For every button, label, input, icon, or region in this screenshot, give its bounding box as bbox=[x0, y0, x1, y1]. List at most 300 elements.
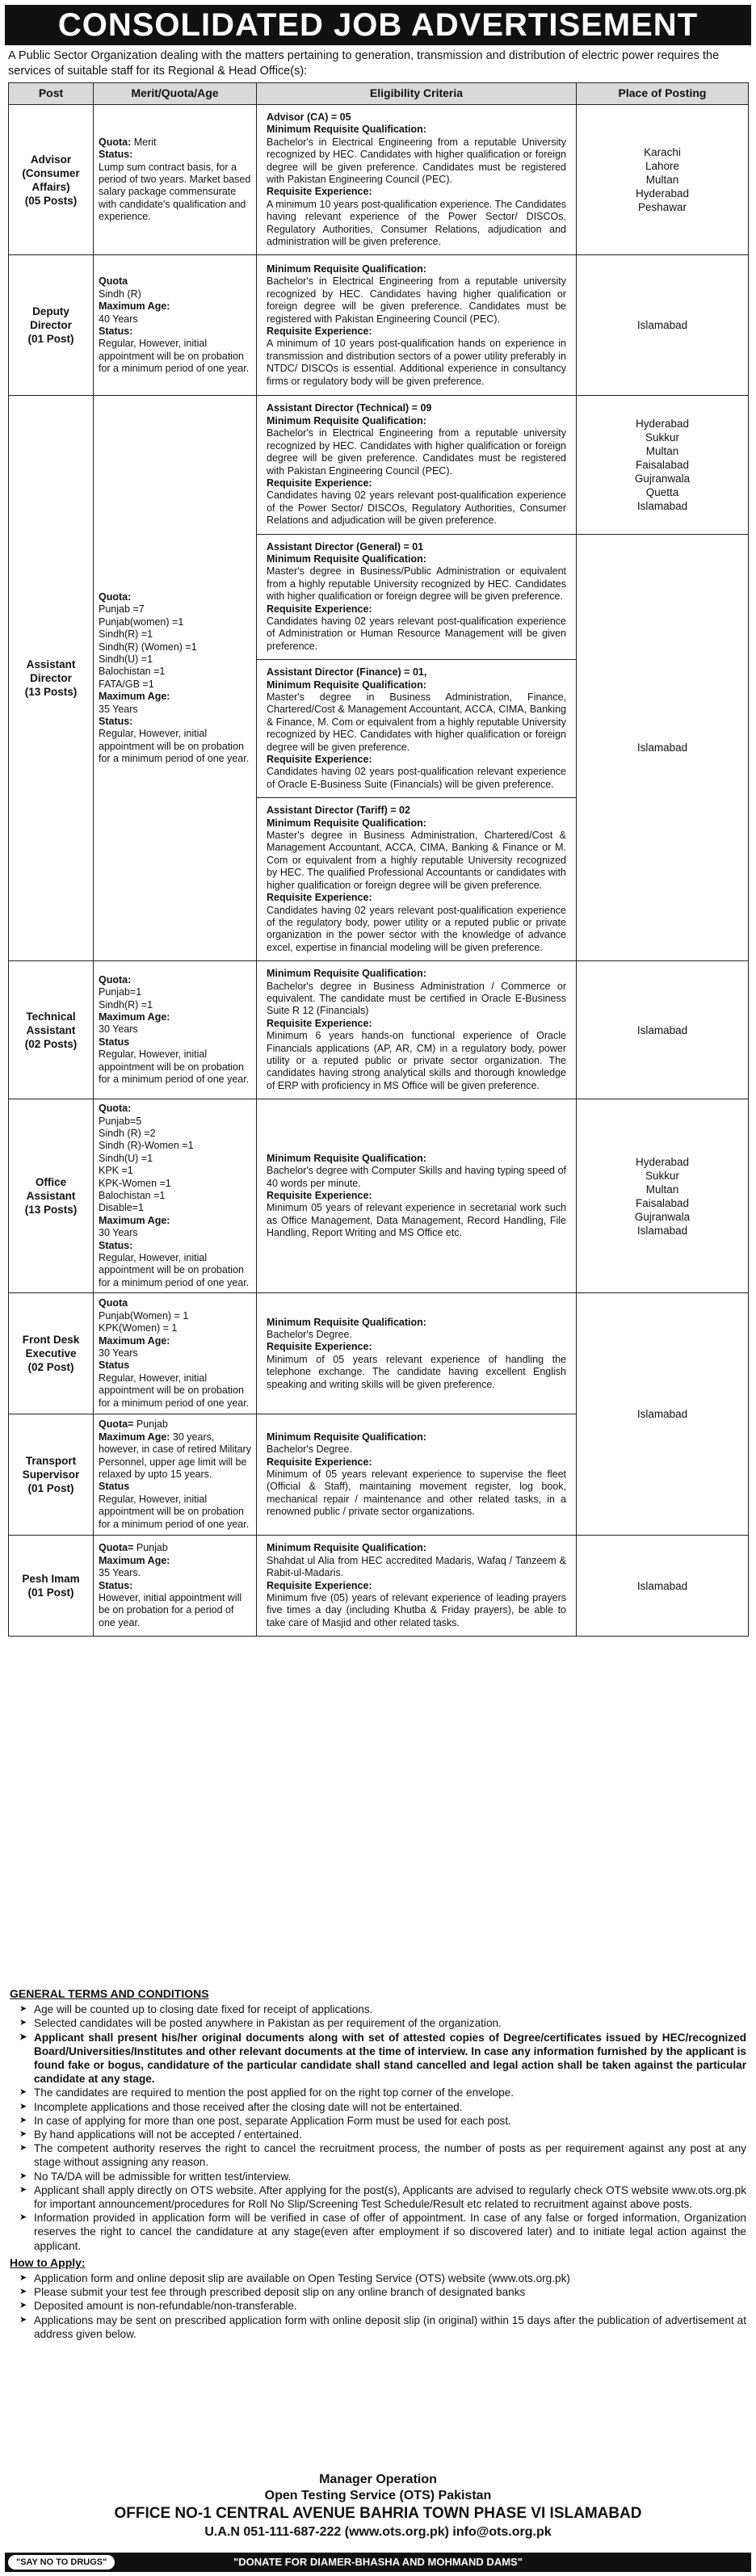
line-text: (13 Posts) bbox=[24, 686, 78, 699]
line-text: Sukkur bbox=[645, 1169, 680, 1182]
place-cell bbox=[577, 105, 749, 255]
bold-label: Assistant Director (Tariff) = 02 bbox=[267, 805, 410, 817]
bold-label: Quota bbox=[99, 1297, 128, 1309]
text-line bbox=[99, 653, 251, 666]
text-line bbox=[267, 1190, 566, 1202]
text-line bbox=[99, 1128, 251, 1140]
text-line bbox=[99, 1310, 251, 1322]
eligibility-block bbox=[262, 1539, 571, 1633]
plain-text: A minimum of 10 years post-qualification hands on experience in transmission and distribution sectors of a power utility preferably in NTDC/ DISCOs is essential. Additional experience in consultancy firms or regulatory body will be given preference. bbox=[267, 338, 566, 387]
text-line bbox=[99, 1178, 251, 1190]
merit-cell bbox=[94, 961, 257, 1099]
plain-text: Sindh (R) =2 bbox=[99, 1128, 156, 1139]
eligibility-cell bbox=[257, 961, 577, 1099]
intro-paragraph: A Public Sector Organization dealing with the matters pertaining to generation, transmission and distribution of electric power requires the services of suitable staff for its Regional & Head Office(s): bbox=[8, 49, 720, 78]
text-line bbox=[99, 1227, 251, 1239]
text-line bbox=[267, 616, 566, 653]
line-text: Hyderabad bbox=[635, 187, 690, 200]
list-item: ➤ In case of applying for more than one post, separate Application Form must be used for each post. bbox=[24, 2114, 746, 2128]
text-line bbox=[99, 149, 251, 161]
col-place-header: Place of Posting bbox=[577, 83, 749, 105]
bold-label: Status: bbox=[99, 149, 133, 161]
table-row bbox=[9, 396, 749, 534]
bold-label: Maximum Age: bbox=[99, 1011, 170, 1023]
plain-text: Lump sum contract basis, for a period of two years. Market based salary package commensurate with candidate's qualification and experience. bbox=[99, 161, 251, 223]
text-line bbox=[99, 1359, 251, 1372]
bold-label: Assistant Director (Technical) = 09 bbox=[267, 402, 432, 414]
text-line bbox=[99, 1322, 251, 1334]
line-text: Islamabad bbox=[636, 741, 688, 754]
ad-banner-title: CONSOLIDATED JOB ADVERTISEMENT bbox=[5, 5, 751, 45]
text-line bbox=[267, 754, 566, 766]
bold-label: Maximum Age: bbox=[99, 1431, 170, 1443]
text-line bbox=[99, 162, 251, 224]
plain-text: Bachelor's degree in Business Administration / Commerce or equivalent. The candidate must be certified in Oracle E-Business Suite R 12 (Financials) bbox=[267, 980, 566, 1017]
merit-cell bbox=[94, 396, 257, 961]
terms-list bbox=[10, 2002, 746, 2253]
text-line bbox=[99, 603, 251, 616]
line-text: (01 Post) bbox=[27, 1586, 74, 1599]
plain-text: Sindh(R) =1 bbox=[99, 998, 153, 1011]
bold-label: Minimum Requisite Qualification: bbox=[267, 1152, 426, 1164]
footer-contact: U.A.N 051-111-687-222 (www.ots.org.pk) info@ots.org.pk bbox=[204, 2525, 552, 2539]
text-line bbox=[99, 591, 251, 603]
text-line bbox=[99, 1335, 251, 1347]
post-cell bbox=[9, 1536, 94, 1637]
merit-cell bbox=[94, 255, 257, 396]
post-cell bbox=[9, 255, 94, 396]
post-cell bbox=[9, 961, 94, 1099]
text-line bbox=[99, 1542, 251, 1554]
bold-label: Minimum Requisite Qualification: bbox=[267, 124, 426, 136]
plain-text: Sindh(U) =1 bbox=[99, 1152, 153, 1164]
text-line bbox=[267, 1555, 566, 1580]
plain-text: Bachelor's Degree. bbox=[267, 1328, 352, 1340]
line-text: Front Desk bbox=[22, 1334, 80, 1347]
text-line bbox=[99, 1431, 251, 1481]
text-line bbox=[99, 275, 251, 288]
table-row bbox=[9, 1099, 749, 1293]
plain-text: KPK(Women) = 1 bbox=[99, 1322, 178, 1334]
place-cell bbox=[577, 1293, 749, 1536]
text-line bbox=[99, 1153, 251, 1165]
terms-heading: GENERAL TERMS AND CONDITIONS bbox=[10, 1987, 209, 2000]
list-item: ➤ Please submit your test fee through prescribed deposit slip on any online branch of designated banks bbox=[24, 2285, 746, 2299]
col-eligibility-header: Eligibility Criteria bbox=[257, 83, 577, 105]
bold-label: Maximum Age: bbox=[99, 1214, 170, 1226]
table-row bbox=[9, 961, 749, 1099]
list-item: ➤ By hand applications will not be accepted / entertained. bbox=[24, 2128, 746, 2141]
line-text: (13 Posts) bbox=[24, 1204, 78, 1217]
plain-text: Sindh(R) =1 bbox=[99, 628, 153, 641]
line-text: Islamabad bbox=[636, 500, 688, 512]
plain-text: Minimum five (05) years of relevant experience of leading prayers five times a day (including Khutba & Friday prayers), be able to take care of Masjid and other related tasks. bbox=[267, 1591, 566, 1628]
text-line bbox=[267, 124, 566, 136]
col-post-header: Post bbox=[9, 83, 94, 105]
text-line bbox=[267, 427, 566, 477]
bold-label: Maximum Age: bbox=[99, 1554, 170, 1566]
text-line bbox=[267, 275, 566, 326]
plain-text: KPK =1 bbox=[99, 1165, 133, 1177]
bold-label: Minimum Requisite Qualification: bbox=[267, 817, 426, 829]
line-text: Technical bbox=[26, 1010, 76, 1023]
text-line bbox=[99, 679, 251, 691]
line-text: Islamabad bbox=[636, 1224, 688, 1237]
plain-text: FATA/GB =1 bbox=[99, 678, 154, 690]
place-cell bbox=[577, 1536, 749, 1637]
eligibility-block bbox=[262, 1149, 571, 1243]
bold-label: Minimum Requisite Qualification: bbox=[267, 414, 426, 427]
plain-text: Regular, However, initial appointment will be on probation for a minimum period of one year. bbox=[99, 1372, 250, 1409]
text-line bbox=[267, 981, 566, 1018]
line-text: Assistant bbox=[26, 658, 76, 671]
text-line bbox=[99, 728, 251, 765]
line-text: Hyderabad bbox=[635, 1155, 690, 1168]
text-line bbox=[267, 603, 566, 616]
text-line bbox=[99, 338, 251, 375]
text-line bbox=[267, 1153, 566, 1165]
plain-text: Candidates having 02 years relevant post-qualification experience of Administration or Human Resource Management will be given preference. bbox=[267, 615, 566, 652]
place-cell bbox=[577, 255, 749, 396]
line-text: Lahore bbox=[645, 160, 680, 173]
bold-label: Assistant Director (General) = 01 bbox=[267, 540, 424, 553]
place-cell bbox=[577, 534, 749, 961]
eligibility-block bbox=[262, 663, 571, 794]
eligibility-block bbox=[262, 964, 571, 1095]
line-text: Advisor bbox=[30, 153, 72, 166]
apply-heading: How to Apply: bbox=[10, 2255, 86, 2269]
text-line bbox=[99, 1347, 251, 1359]
line-text: (02 Posts) bbox=[24, 1037, 78, 1050]
bold-label: Quota: bbox=[99, 973, 132, 985]
text-line bbox=[267, 1202, 566, 1239]
bold-label: Status bbox=[99, 1036, 130, 1048]
plain-text: Punjab bbox=[133, 1418, 168, 1431]
eligibility-block bbox=[262, 801, 571, 957]
table-row bbox=[9, 1536, 749, 1637]
line-text: Multan bbox=[645, 174, 679, 187]
text-line bbox=[99, 628, 251, 641]
contact-footer bbox=[0, 2472, 756, 2541]
plain-text: Master's degree in Business Administration, Chartered/Cost & Management Accountant, ACCA, CIMA, Banking & Finance or M. Com or equivalent from a highly reputable University recognized by HEC. The qualified Professional Accountants or candidates with higher qualification or foreign degree will be given preference. bbox=[267, 830, 566, 891]
line-text: Islamabad bbox=[636, 319, 688, 332]
table-row bbox=[9, 105, 749, 255]
line-text: Hyderabad bbox=[635, 418, 690, 430]
plain-text: Merit bbox=[131, 136, 157, 148]
eligibility-cell bbox=[257, 1414, 577, 1536]
text-line bbox=[267, 1592, 566, 1629]
footer-manager: Manager Operation bbox=[319, 2473, 437, 2486]
eligibility-cell bbox=[257, 1099, 577, 1293]
text-line bbox=[267, 666, 566, 679]
plain-text: Bachelor's in Electrical Engineering from a reputable University recognized by HEC. Candidates with higher qualification or foreign degree will be given preference. Candidates must be registered with Pakistan Engineering Council (PEC). bbox=[267, 136, 566, 186]
plain-text: A minimum 10 years post-qualification experience. The Candidates having relevant experience of the Power Sector/ DISCOs, Regulatory Authorities, Consumer Relations, adjudication and administration will be given preference. bbox=[267, 198, 566, 248]
plain-text: Punjab=1 bbox=[99, 986, 142, 998]
text-line bbox=[99, 974, 251, 986]
text-line bbox=[267, 553, 566, 565]
eligibility-block bbox=[262, 1313, 571, 1394]
plain-text: 35 Years. bbox=[99, 1567, 141, 1579]
text-line bbox=[267, 1456, 566, 1469]
bold-label: Status: bbox=[99, 1579, 133, 1591]
eligibility-cell bbox=[257, 534, 577, 660]
text-line bbox=[99, 704, 251, 716]
terms-section bbox=[10, 1987, 746, 2344]
bold-label: Maximum Age: bbox=[99, 1334, 170, 1347]
bold-label: Requisite Experience: bbox=[267, 1341, 372, 1353]
text-line bbox=[99, 616, 251, 628]
text-line bbox=[99, 326, 251, 338]
text-line bbox=[99, 986, 251, 998]
line-text: Gujranwala bbox=[634, 1210, 691, 1223]
text-line bbox=[99, 691, 251, 703]
eligibility-cell bbox=[257, 396, 577, 534]
line-text: Pesh Imam bbox=[22, 1573, 80, 1586]
bold-label: Quota= bbox=[99, 1542, 134, 1554]
plain-text: Sindh(U) =1 bbox=[99, 653, 153, 665]
plain-text: 30 Years bbox=[99, 1227, 138, 1239]
text-line bbox=[267, 679, 566, 691]
text-line bbox=[267, 691, 566, 754]
bold-label: Quota bbox=[99, 275, 128, 288]
plain-text: Bachelor's in Electrical Engineering from a reputable university recognized by HEC. Candidates with higher qualification or foreign degree will be given preference. Candidates must be registered with Pakistan Engineering Council (PEC). bbox=[267, 427, 566, 477]
col-merit-header: Merit/Quota/Age bbox=[94, 83, 257, 105]
text-line bbox=[267, 817, 566, 830]
post-cell bbox=[9, 105, 94, 255]
bold-label: Advisor (CA) = 05 bbox=[267, 111, 351, 123]
plain-text: Candidates having 02 years post-qualification relevant experience of Oracle E-Business Suite (Financials) will be given preference. bbox=[267, 766, 566, 790]
plain-text: Candidates having 02 years relevant post-qualification experience of the Power Sector/ DISCOs, Regulatory Authorities, Consumer Relations and adjudication will be given preference. bbox=[267, 490, 566, 527]
line-text: (05 Posts) bbox=[24, 194, 78, 207]
text-line bbox=[99, 1103, 251, 1115]
text-line bbox=[267, 186, 566, 198]
text-line bbox=[267, 968, 566, 980]
line-text: Office Assistant bbox=[26, 1176, 76, 1203]
donate-slogan: "DONATE FOR DIAMER-BHASHA AND MOHMAND DAMS" bbox=[233, 2556, 523, 2568]
bold-label: Status: bbox=[99, 716, 133, 728]
text-line bbox=[99, 137, 251, 149]
line-text: Islamabad bbox=[636, 1579, 688, 1592]
text-line bbox=[99, 1140, 251, 1152]
bold-label: Quota: bbox=[99, 1103, 132, 1115]
eligibility-block bbox=[262, 1428, 571, 1522]
place-cell bbox=[577, 396, 749, 534]
plain-text: Candidates having 02 years relevant post-qualification experience of the regulatory body, power utility or a reputed public or private organization in the power sector with the knowledge of advance excel, expertise in financial modeling will be given preference. bbox=[267, 904, 566, 953]
text-line bbox=[99, 1252, 251, 1289]
bold-label: Requisite Experience: bbox=[267, 325, 372, 337]
text-line bbox=[267, 830, 566, 892]
plain-text: Regular, However, initial appointment will be on probation for a minimum period of one year. bbox=[99, 728, 250, 765]
footer-org: Open Testing Service (OTS) Pakistan bbox=[264, 2489, 492, 2502]
eligibility-cell bbox=[257, 105, 577, 255]
line-text: (Consumer bbox=[22, 166, 80, 179]
plain-text: Regular, However, initial appointment will be on probation for a minimum period of one year. bbox=[99, 1048, 250, 1086]
line-text: Quetta bbox=[645, 486, 679, 498]
plain-text: Minimum 6 years hands-on functional experience of Oracle Financials applications (AP, AR, CM) in a regulatory body, power utility or a reputed public or private sector organization. The candidates having strong analytical skills and thorough knowledge of ERP with proficiency in MS Office will be given preference. bbox=[267, 1030, 566, 1091]
post-cell bbox=[9, 396, 94, 961]
text-line bbox=[267, 1580, 566, 1592]
line-text: Supervisor bbox=[22, 1469, 80, 1481]
text-line bbox=[99, 1048, 251, 1086]
text-line bbox=[99, 716, 251, 728]
text-line bbox=[267, 1329, 566, 1341]
line-text: Islamabad bbox=[636, 1408, 688, 1421]
text-line bbox=[267, 1354, 566, 1391]
plain-text: Disable=1 bbox=[99, 1202, 144, 1214]
bold-label: Quota: bbox=[99, 136, 132, 148]
merit-cell bbox=[94, 1293, 257, 1414]
text-line bbox=[99, 1494, 251, 1531]
line-text: Faisalabad bbox=[635, 459, 690, 471]
plain-text: 35 Years bbox=[99, 703, 138, 715]
plain-text: However, initial appointment will be on probation for a period of one year. bbox=[99, 1591, 242, 1628]
bold-label: Requisite Experience: bbox=[267, 1190, 372, 1202]
plain-text: Bachelor's in Electrical Engineering from a reputable university recognized by HEC. Candidates having higher qualification or foreign degree will be given preference. Candidates must be registered with Pakistan Engineering Council (PEC). bbox=[267, 275, 566, 325]
bold-label: Status bbox=[99, 1481, 130, 1493]
text-line bbox=[99, 1240, 251, 1252]
text-line bbox=[267, 1443, 566, 1456]
text-line bbox=[267, 805, 566, 817]
plain-text: 40 Years bbox=[99, 313, 138, 325]
table-header-row bbox=[9, 83, 749, 105]
plain-text: 30 Years bbox=[99, 1347, 138, 1359]
text-line bbox=[267, 1018, 566, 1030]
line-text: Karachi bbox=[644, 146, 681, 159]
eligibility-cell bbox=[257, 255, 577, 396]
bold-label: Requisite Experience: bbox=[267, 1017, 372, 1029]
text-line bbox=[267, 892, 566, 904]
list-item: ➤ Applicant shall present his/her original documents along with set of attested copies of Degree/certificates issued by HEC/recognized Board/Universities/Institutes and other relevant documents at the time of interview. In case any information furnished by the applicant is found fake or bogus, candidature of the particular candidate shall stand cancelled and legal action shall be taken against the particular candidate at any stage. bbox=[24, 2031, 746, 2086]
text-line bbox=[99, 300, 251, 313]
list-item: ➤ Selected candidates will be posted anywhere in Pakistan as per requirement of the organization. bbox=[24, 2016, 746, 2030]
eligibility-block bbox=[262, 108, 571, 251]
bold-label: Maximum Age: bbox=[99, 691, 170, 703]
bold-label: Minimum Requisite Qualification: bbox=[267, 553, 426, 565]
eligibility-cell bbox=[257, 798, 577, 961]
plain-text: Sindh (R)-Women =1 bbox=[99, 1140, 194, 1152]
text-line bbox=[267, 1317, 566, 1329]
bottom-strip bbox=[5, 2553, 751, 2572]
bold-label: Requisite Experience: bbox=[267, 477, 372, 489]
plain-text: Punjab=5 bbox=[99, 1115, 142, 1127]
eligibility-block bbox=[262, 538, 571, 657]
text-line bbox=[99, 1372, 251, 1410]
text-line bbox=[99, 1555, 251, 1567]
text-line bbox=[99, 1418, 251, 1431]
bold-label: Requisite Experience: bbox=[267, 1579, 372, 1591]
text-line bbox=[267, 137, 566, 187]
plain-text: Minimum of 05 years relevant experience of handling the telephone exchange. The candidate having excellent English speaking and writing skills will be given preference. bbox=[267, 1353, 566, 1390]
text-line bbox=[267, 415, 566, 427]
plain-text: Punjab bbox=[133, 1542, 168, 1554]
merit-cell bbox=[94, 1536, 257, 1637]
line-text: (02 Post) bbox=[27, 1361, 74, 1374]
line-text: Peshawar bbox=[637, 201, 687, 214]
table-row bbox=[9, 1293, 749, 1414]
bold-label: Quota: bbox=[99, 590, 132, 603]
list-item: ➤ Incomplete applications and those received after the closing date will not be entertained. bbox=[24, 2100, 746, 2114]
plain-text: Punjab(Women) = 1 bbox=[99, 1309, 189, 1322]
bold-label: Requisite Experience: bbox=[267, 1456, 372, 1468]
jobs-table bbox=[8, 82, 749, 1637]
text-line bbox=[267, 565, 566, 603]
plain-text: Master's degree in Business Administration, Finance, Chartered/Cost & Management Accountant, ACCA, CIMA, Banking & Finance, M. Com or equivalent from a highly reputable University recognized by HEC. Candidates with higher qualification or foreign degree will be given preference. bbox=[267, 691, 566, 753]
text-line bbox=[99, 1023, 251, 1036]
text-line bbox=[99, 288, 251, 300]
plain-text: Balochistan =1 bbox=[99, 1190, 166, 1202]
eligibility-block bbox=[262, 399, 571, 530]
bold-label: Minimum Requisite Qualification: bbox=[267, 263, 426, 275]
text-line bbox=[267, 1341, 566, 1353]
plain-text: KPK-Women =1 bbox=[99, 1177, 171, 1189]
text-line bbox=[99, 1011, 251, 1023]
bold-label: Requisite Experience: bbox=[267, 186, 372, 198]
list-item: ➤ Applicant shall apply directly on OTS website. After applying for the post(s), Applicants are advised to regularly check OTS website www.ots.org.pk for important announcement/procedures for Roll No Slip/Screening Test Schedule/Result etc related to recruitment against above posts. bbox=[24, 2183, 746, 2211]
bold-label: Minimum Requisite Qualification: bbox=[267, 968, 426, 980]
merit-cell bbox=[94, 1099, 257, 1293]
eligibility-cell bbox=[257, 1293, 577, 1414]
list-item: ➤ The candidates are required to mention the post applied for on the right top corner of the envelope. bbox=[24, 2086, 746, 2099]
text-line bbox=[267, 111, 566, 124]
footer-address: OFFICE NO-1 CENTRAL AVENUE BAHRIA TOWN PHASE VI ISLAMABAD bbox=[114, 2505, 642, 2522]
table-row bbox=[9, 255, 749, 396]
place-cell bbox=[577, 1099, 749, 1293]
line-text: Deputy Director bbox=[30, 305, 72, 332]
text-line bbox=[267, 338, 566, 388]
text-line bbox=[99, 666, 251, 678]
plain-text: Regular, However, initial appointment will be on probation for a minimum period of one year. bbox=[99, 338, 250, 375]
text-line bbox=[99, 1202, 251, 1214]
text-line bbox=[99, 1116, 251, 1128]
bold-label: Status: bbox=[99, 325, 133, 337]
text-line bbox=[99, 1481, 251, 1493]
text-line bbox=[99, 1190, 251, 1202]
line-text: Multan bbox=[645, 445, 679, 457]
line-text: Gujranwala bbox=[634, 473, 691, 485]
bold-label: Quota= bbox=[99, 1418, 134, 1431]
place-cell bbox=[577, 961, 749, 1099]
bold-label: Minimum Requisite Qualification: bbox=[267, 679, 426, 691]
line-text: Director bbox=[30, 672, 72, 685]
text-line bbox=[99, 1165, 251, 1177]
post-cell bbox=[9, 1099, 94, 1293]
text-line bbox=[267, 541, 566, 553]
text-line bbox=[99, 313, 251, 326]
bold-label: Minimum Requisite Qualification: bbox=[267, 1316, 426, 1328]
merit-cell bbox=[94, 105, 257, 255]
list-item: ➤ Deposited amount is non-refundable/non-transferable. bbox=[24, 2299, 746, 2313]
text-line bbox=[267, 1030, 566, 1092]
line-text: Assistant bbox=[26, 1023, 76, 1036]
list-item: ➤ Age will be counted up to closing date fixed for receipt of applications. bbox=[24, 2002, 746, 2016]
line-text: Multan bbox=[645, 1183, 679, 1196]
plain-text: Balochistan =1 bbox=[99, 666, 166, 678]
text-line bbox=[267, 326, 566, 338]
list-item: ➤ No TA/DA will be admissible for written test/interview. bbox=[24, 2170, 746, 2183]
text-line bbox=[267, 1542, 566, 1554]
bold-label: Requisite Experience: bbox=[267, 603, 372, 615]
bold-label: Assistant Director (Finance) = 01, bbox=[267, 666, 427, 679]
line-text: Executive bbox=[25, 1347, 77, 1360]
text-line bbox=[99, 1215, 251, 1227]
eligibility-cell bbox=[257, 1536, 577, 1637]
plain-text: Minimum 05 years of relevant experience in secretarial work such as Office Management, Data Management, Record Handling, File Handling, Report Writing and MS Office etc. bbox=[267, 1202, 566, 1239]
plain-text: Minimum of 05 years relevant experience to supervise the fleet (Official & Staff), maintaining movement register, log book, mechanical repair / maintenance and other related tasks, in a renowned public / private sector organizations. bbox=[267, 1469, 566, 1518]
text-line bbox=[99, 641, 251, 653]
plain-text: Regular, However, initial appointment will be on probation for a minimum period of one year. bbox=[99, 1252, 250, 1288]
bold-label: Requisite Experience: bbox=[267, 754, 372, 766]
post-cell bbox=[9, 1414, 94, 1536]
